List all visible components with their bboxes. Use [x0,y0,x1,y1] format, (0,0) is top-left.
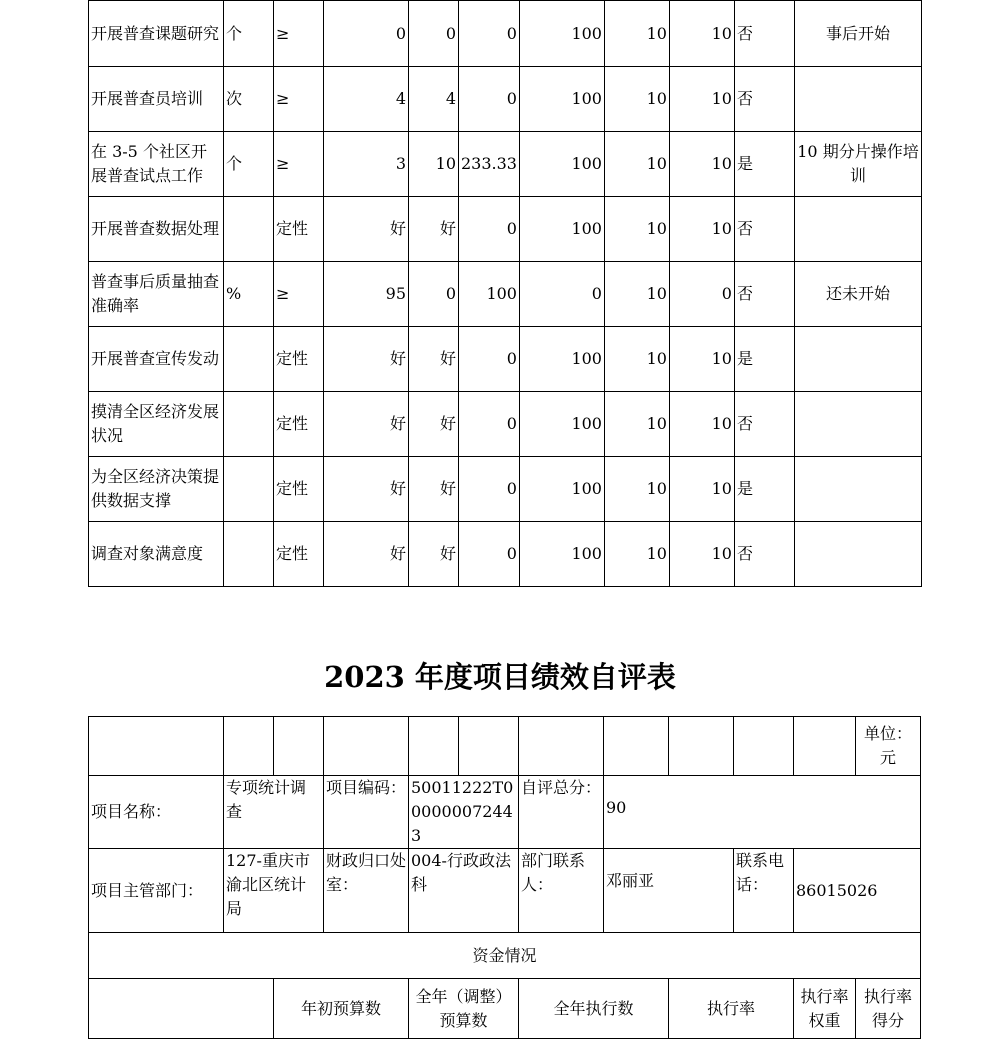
indicator-note [794,197,921,262]
office-label: 财政归口处室： [324,849,409,933]
indicator-score: 10 [669,1,734,67]
indicator-name: 开展普查宣传发动 [89,327,224,392]
funds-section-row [89,933,921,979]
indicator-name: 开展普查课题研究 [89,1,224,67]
indicator-completion: 100 [519,197,604,262]
indicator-name: 为全区经济决策提供数据支撑 [89,457,224,522]
indicator-unit [224,457,274,522]
table-row [89,457,922,522]
phone-label: 联系电话： [734,849,794,933]
indicator-actual: 0 [409,262,459,327]
indicator-operator: 定性 [274,457,324,522]
contact-value: 邓丽亚 [604,849,734,933]
indicator-note [794,392,921,457]
table-row [89,522,922,587]
indicator-operator: ≥ [274,67,324,132]
indicator-operator: 定性 [274,392,324,457]
indicator-name: 在 3-5 个社区开展普查试点工作 [89,132,224,197]
score-value: 90 [604,776,921,849]
indicator-met: 否 [734,392,794,457]
indicator-completion: 100 [519,1,604,67]
funds-header-cell: 执行率 [669,979,794,1039]
indicator-rate: 0 [459,457,520,522]
funds-header-cell: 全年（调整）预算数 [409,979,519,1039]
project-code-label: 项目编码： [324,776,409,849]
project-name-row [89,776,921,849]
project-dept-row [89,849,921,933]
table-row [89,1,922,67]
indicator-rate: 0 [459,197,520,262]
indicator-actual: 好 [409,457,459,522]
self-evaluation-table [88,716,921,1039]
indicator-name: 开展普查员培训 [89,67,224,132]
indicator-note [794,522,921,587]
indicator-target: 好 [324,327,409,392]
indicator-completion: 100 [519,522,604,587]
indicator-target: 3 [324,132,409,197]
indicator-rate: 0 [459,67,520,132]
indicator-completion: 100 [519,457,604,522]
phone-value: 86015026 [794,849,921,933]
indicator-score: 0 [669,262,734,327]
indicator-note: 还未开始 [794,262,921,327]
score-label: 自评总分： [519,776,604,849]
indicator-score: 10 [669,522,734,587]
indicator-score: 10 [669,67,734,132]
funds-header-cell: 执行率权重 [794,979,856,1039]
indicator-actual: 好 [409,522,459,587]
indicator-name: 调查对象满意度 [89,522,224,587]
table-row [89,262,922,327]
indicator-target: 好 [324,392,409,457]
indicator-name: 摸清全区经济发展状况 [89,392,224,457]
indicator-weight: 10 [604,67,669,132]
indicator-met: 否 [734,262,794,327]
indicator-actual: 好 [409,327,459,392]
indicator-note: 10 期分片操作培训 [794,132,921,197]
indicator-target: 好 [324,197,409,262]
unit-row [89,717,921,776]
indicator-unit: 次 [224,67,274,132]
funds-header-cell: 执行率得分 [856,979,921,1039]
indicator-unit: 个 [224,132,274,197]
indicator-score: 10 [669,392,734,457]
indicator-target: 4 [324,67,409,132]
indicator-met: 是 [734,327,794,392]
indicator-operator: ≥ [274,262,324,327]
indicator-weight: 10 [604,197,669,262]
funds-header-cell: 年初预算数 [274,979,409,1039]
indicator-unit: 个 [224,1,274,67]
indicator-note: 事后开始 [794,1,921,67]
indicator-note [794,327,921,392]
indicator-score: 10 [669,197,734,262]
indicator-operator: ≥ [274,132,324,197]
indicator-weight: 10 [604,522,669,587]
indicator-note [794,457,921,522]
indicator-unit [224,197,274,262]
office-value: 004-行政政法科 [409,849,519,933]
indicator-table [88,0,922,587]
indicator-rate: 233.33 [459,132,520,197]
indicator-met: 是 [734,457,794,522]
indicator-met: 是 [734,132,794,197]
indicator-score: 10 [669,327,734,392]
indicator-completion: 100 [519,132,604,197]
project-name-label: 项目名称： [89,776,224,849]
indicator-name: 普查事后质量抽查准确率 [89,262,224,327]
funds-section-title: 资金情况 [89,933,921,979]
indicator-actual: 0 [409,1,459,67]
indicator-operator: 定性 [274,197,324,262]
dept-label: 项目主管部门： [89,849,224,933]
indicator-met: 否 [734,1,794,67]
indicator-actual: 好 [409,197,459,262]
indicator-weight: 10 [604,457,669,522]
indicator-rate: 0 [459,392,520,457]
table-row [89,197,922,262]
indicator-completion: 100 [519,67,604,132]
indicator-target: 好 [324,457,409,522]
table-row [89,132,922,197]
indicator-target: 0 [324,1,409,67]
indicator-operator: ≥ [274,1,324,67]
indicator-weight: 10 [604,327,669,392]
indicator-rate: 100 [459,262,520,327]
indicator-weight: 10 [604,262,669,327]
indicator-unit [224,392,274,457]
indicator-completion: 0 [519,262,604,327]
indicator-unit [224,327,274,392]
indicator-met: 否 [734,522,794,587]
indicator-weight: 10 [604,132,669,197]
indicator-target: 好 [324,522,409,587]
project-name-value: 专项统计调查 [224,776,324,849]
dept-value: 127-重庆市渝北区统计局 [224,849,324,933]
table-row [89,327,922,392]
funds-header-row [89,979,921,1039]
indicator-completion: 100 [519,392,604,457]
indicator-score: 10 [669,132,734,197]
indicator-unit [224,522,274,587]
indicator-rate: 0 [459,327,520,392]
indicator-actual: 10 [409,132,459,197]
table-row [89,392,922,457]
indicator-operator: 定性 [274,327,324,392]
indicator-unit: % [224,262,274,327]
indicator-operator: 定性 [274,522,324,587]
indicator-weight: 10 [604,1,669,67]
unit-label: 单位：元 [856,717,921,776]
indicator-completion: 100 [519,327,604,392]
indicator-score: 10 [669,457,734,522]
funds-header-cell: 全年执行数 [519,979,669,1039]
indicator-rate: 0 [459,522,520,587]
indicator-note [794,67,921,132]
indicator-met: 否 [734,197,794,262]
page-title: 2023 年度项目绩效自评表 [324,660,676,694]
indicator-name: 开展普查数据处理 [89,197,224,262]
indicator-actual: 好 [409,392,459,457]
table-row [89,67,922,132]
indicator-met: 否 [734,67,794,132]
indicator-rate: 0 [459,1,520,67]
indicator-weight: 10 [604,392,669,457]
indicator-actual: 4 [409,67,459,132]
indicator-target: 95 [324,262,409,327]
contact-label: 部门联系人： [519,849,604,933]
project-code-value: 50011222T000000072443 [409,776,519,849]
